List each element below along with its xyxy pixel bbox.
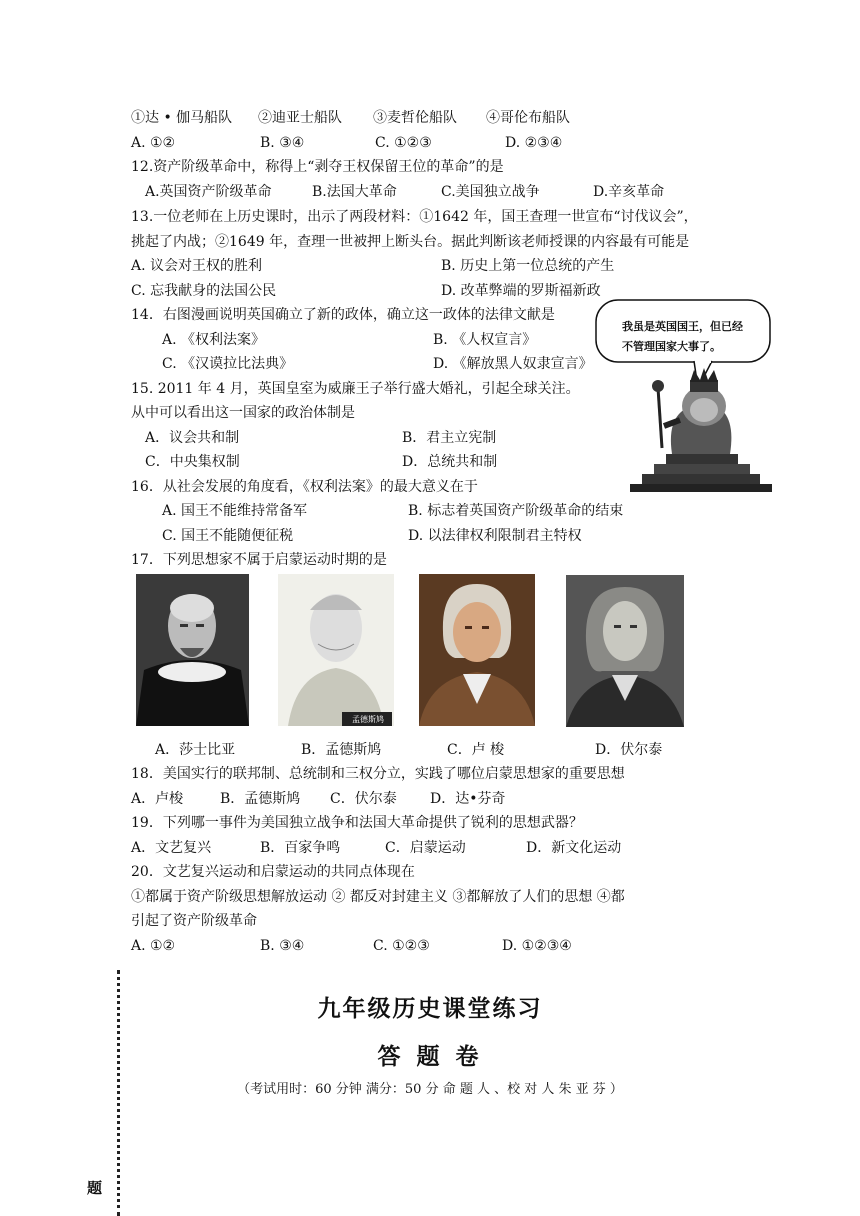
q11-option-2: ②迪亚士船队 <box>258 110 342 126</box>
q20-choice-d: D. ①②③④ <box>502 938 572 954</box>
voltaire-portrait <box>566 575 684 727</box>
q13-choice-c: C. 忘我献身的法国公民 <box>131 283 277 299</box>
montesquieu-caption: 孟德斯鸠 <box>352 715 384 724</box>
q13-stem-line1: 13.一位老师在上历史课时，出示了两段材料：①1642 年，国王查理一世宣布“讨伐议会”， <box>131 209 698 225</box>
q15-choice-b: B．君主立宪制 <box>402 430 497 446</box>
sheet-subtitle: 答 题 卷 <box>377 1043 483 1070</box>
q16-stem: 16．从社会发展的角度看，《权利法案》的最大意义在于 <box>131 479 478 495</box>
q15-stem-line1: 15. 2011 年 4 月，英国皇室为威廉王子举行盛大婚礼，引起全球关注。 <box>131 381 580 397</box>
cartoon-speech-line2: 不管理国家大事了。 <box>622 340 721 353</box>
shakespeare-portrait <box>136 574 249 726</box>
q14-choice-d: D. 《解放黑人奴隶宣言》 <box>433 356 593 372</box>
q17-choice-a: A．莎士比亚 <box>155 742 236 758</box>
q20-choice-b: B. ③④ <box>260 938 305 954</box>
q19-choice-d: D．新文化运动 <box>526 840 622 856</box>
q17-choice-b: B．孟德斯鸠 <box>301 742 382 758</box>
sheet-title: 九年级历史课堂练习 <box>317 995 543 1022</box>
q12-choice-a: A.英国资产阶级革命 <box>145 184 272 200</box>
q17-choice-c: C．卢 梭 <box>447 742 505 758</box>
q11-option-4: ④哥伦布船队 <box>486 110 570 126</box>
q19-stem: 19．下列哪一事件为美国独立战争和法国大革命提供了锐利的思想武器？ <box>131 815 583 831</box>
q16-choice-a: A. 国王不能维持常备军 <box>162 503 308 519</box>
cartoon-speech-line1: 我虽是英国国王，但已经 <box>622 320 743 333</box>
q18-stem: 18．美国实行的联邦制、总统制和三权分立，实践了哪位启蒙思想家的重要思想 <box>131 766 625 782</box>
q16-choice-b: B. 标志着英国资产阶级革命的结束 <box>408 503 624 519</box>
q13-choice-a: A. 议会对王权的胜利 <box>131 258 263 274</box>
q11-choice-d: D. ②③④ <box>505 135 563 151</box>
q12-choice-d: D.辛亥革命 <box>593 184 665 200</box>
q12-stem: 12.资产阶级革命中，称得上“剥夺王权保留王位的革命”的是 <box>131 159 504 175</box>
q14-stem: 14．右图漫画说明英国确立了新的政体，确立这一政体的法律文献是 <box>131 307 555 323</box>
q20-stem: 20．文艺复兴运动和启蒙运动的共同点体现在 <box>131 864 415 880</box>
q19-choice-c: C．启蒙运动 <box>385 840 466 856</box>
q18-choice-a: A．卢梭 <box>131 791 184 807</box>
q11-option-1: ①达 • 伽马船队 <box>131 110 233 126</box>
side-binding-char: 题 <box>85 1180 103 1195</box>
q18-choice-b: B．孟德斯鸠 <box>220 791 301 807</box>
q13-choice-d: D. 改革弊端的罗斯福新政 <box>441 283 601 299</box>
q12-choice-c: C.美国独立战争 <box>441 184 540 200</box>
q14-choice-a: A. 《权利法案》 <box>162 332 266 348</box>
q11-choice-b: B. ③④ <box>260 135 305 151</box>
q15-choice-a: A．议会共和制 <box>145 430 240 446</box>
q16-choice-d: D. 以法律权利限制君主特权 <box>408 528 582 544</box>
q17-stem: 17．下列思想家不属于启蒙运动时期的是 <box>131 552 387 568</box>
q18-choice-c: C．伏尔泰 <box>330 791 397 807</box>
q13-choice-b: B. 历史上第一位总统的产生 <box>441 258 615 274</box>
q15-choice-c: C．中央集权制 <box>145 454 240 470</box>
q13-stem-line2: 挑起了内战；②1649 年，查理一世被押上断头台。据此判断该老师授课的内容最有可能是 <box>131 234 690 250</box>
q20-options-line1: ①都属于资产阶级思想解放运动 ② 都反对封建主义 ③都解放了人们的思想 ④都 <box>131 889 625 905</box>
q18-choice-d: D．达•芬奇 <box>430 791 506 807</box>
q11-choice-c: C. ①②③ <box>375 135 432 151</box>
sheet-exam-info: （考试用时：60 分钟 满分：50 分 命 题 人 、校 对 人 朱 亚 芬 ） <box>237 1082 623 1097</box>
q20-choice-c: C. ①②③ <box>373 938 430 954</box>
q15-choice-d: D．总统共和制 <box>402 454 498 470</box>
q12-choice-b: B.法国大革命 <box>312 184 397 200</box>
q14-choice-c: C. 《汉谟拉比法典》 <box>162 356 294 372</box>
montesquieu-portrait <box>278 574 394 726</box>
q19-choice-b: B．百家争鸣 <box>260 840 341 856</box>
q17-choice-d: D．伏尔泰 <box>595 742 663 758</box>
rousseau-portrait <box>419 574 535 726</box>
q11-option-3: ③麦哲伦船队 <box>373 110 457 126</box>
q16-choice-c: C. 国王不能随便征税 <box>162 528 294 544</box>
q11-choice-a: A. ①② <box>131 135 176 151</box>
q19-choice-a: A．文艺复兴 <box>131 840 212 856</box>
q20-choice-a: A. ①② <box>131 938 176 954</box>
q15-stem-line2: 从中可以看出这一国家的政治体制是 <box>131 405 355 421</box>
q14-choice-b: B. 《人权宣言》 <box>433 332 537 348</box>
q20-options-line2: 引起了资产阶级革命 <box>131 913 257 929</box>
